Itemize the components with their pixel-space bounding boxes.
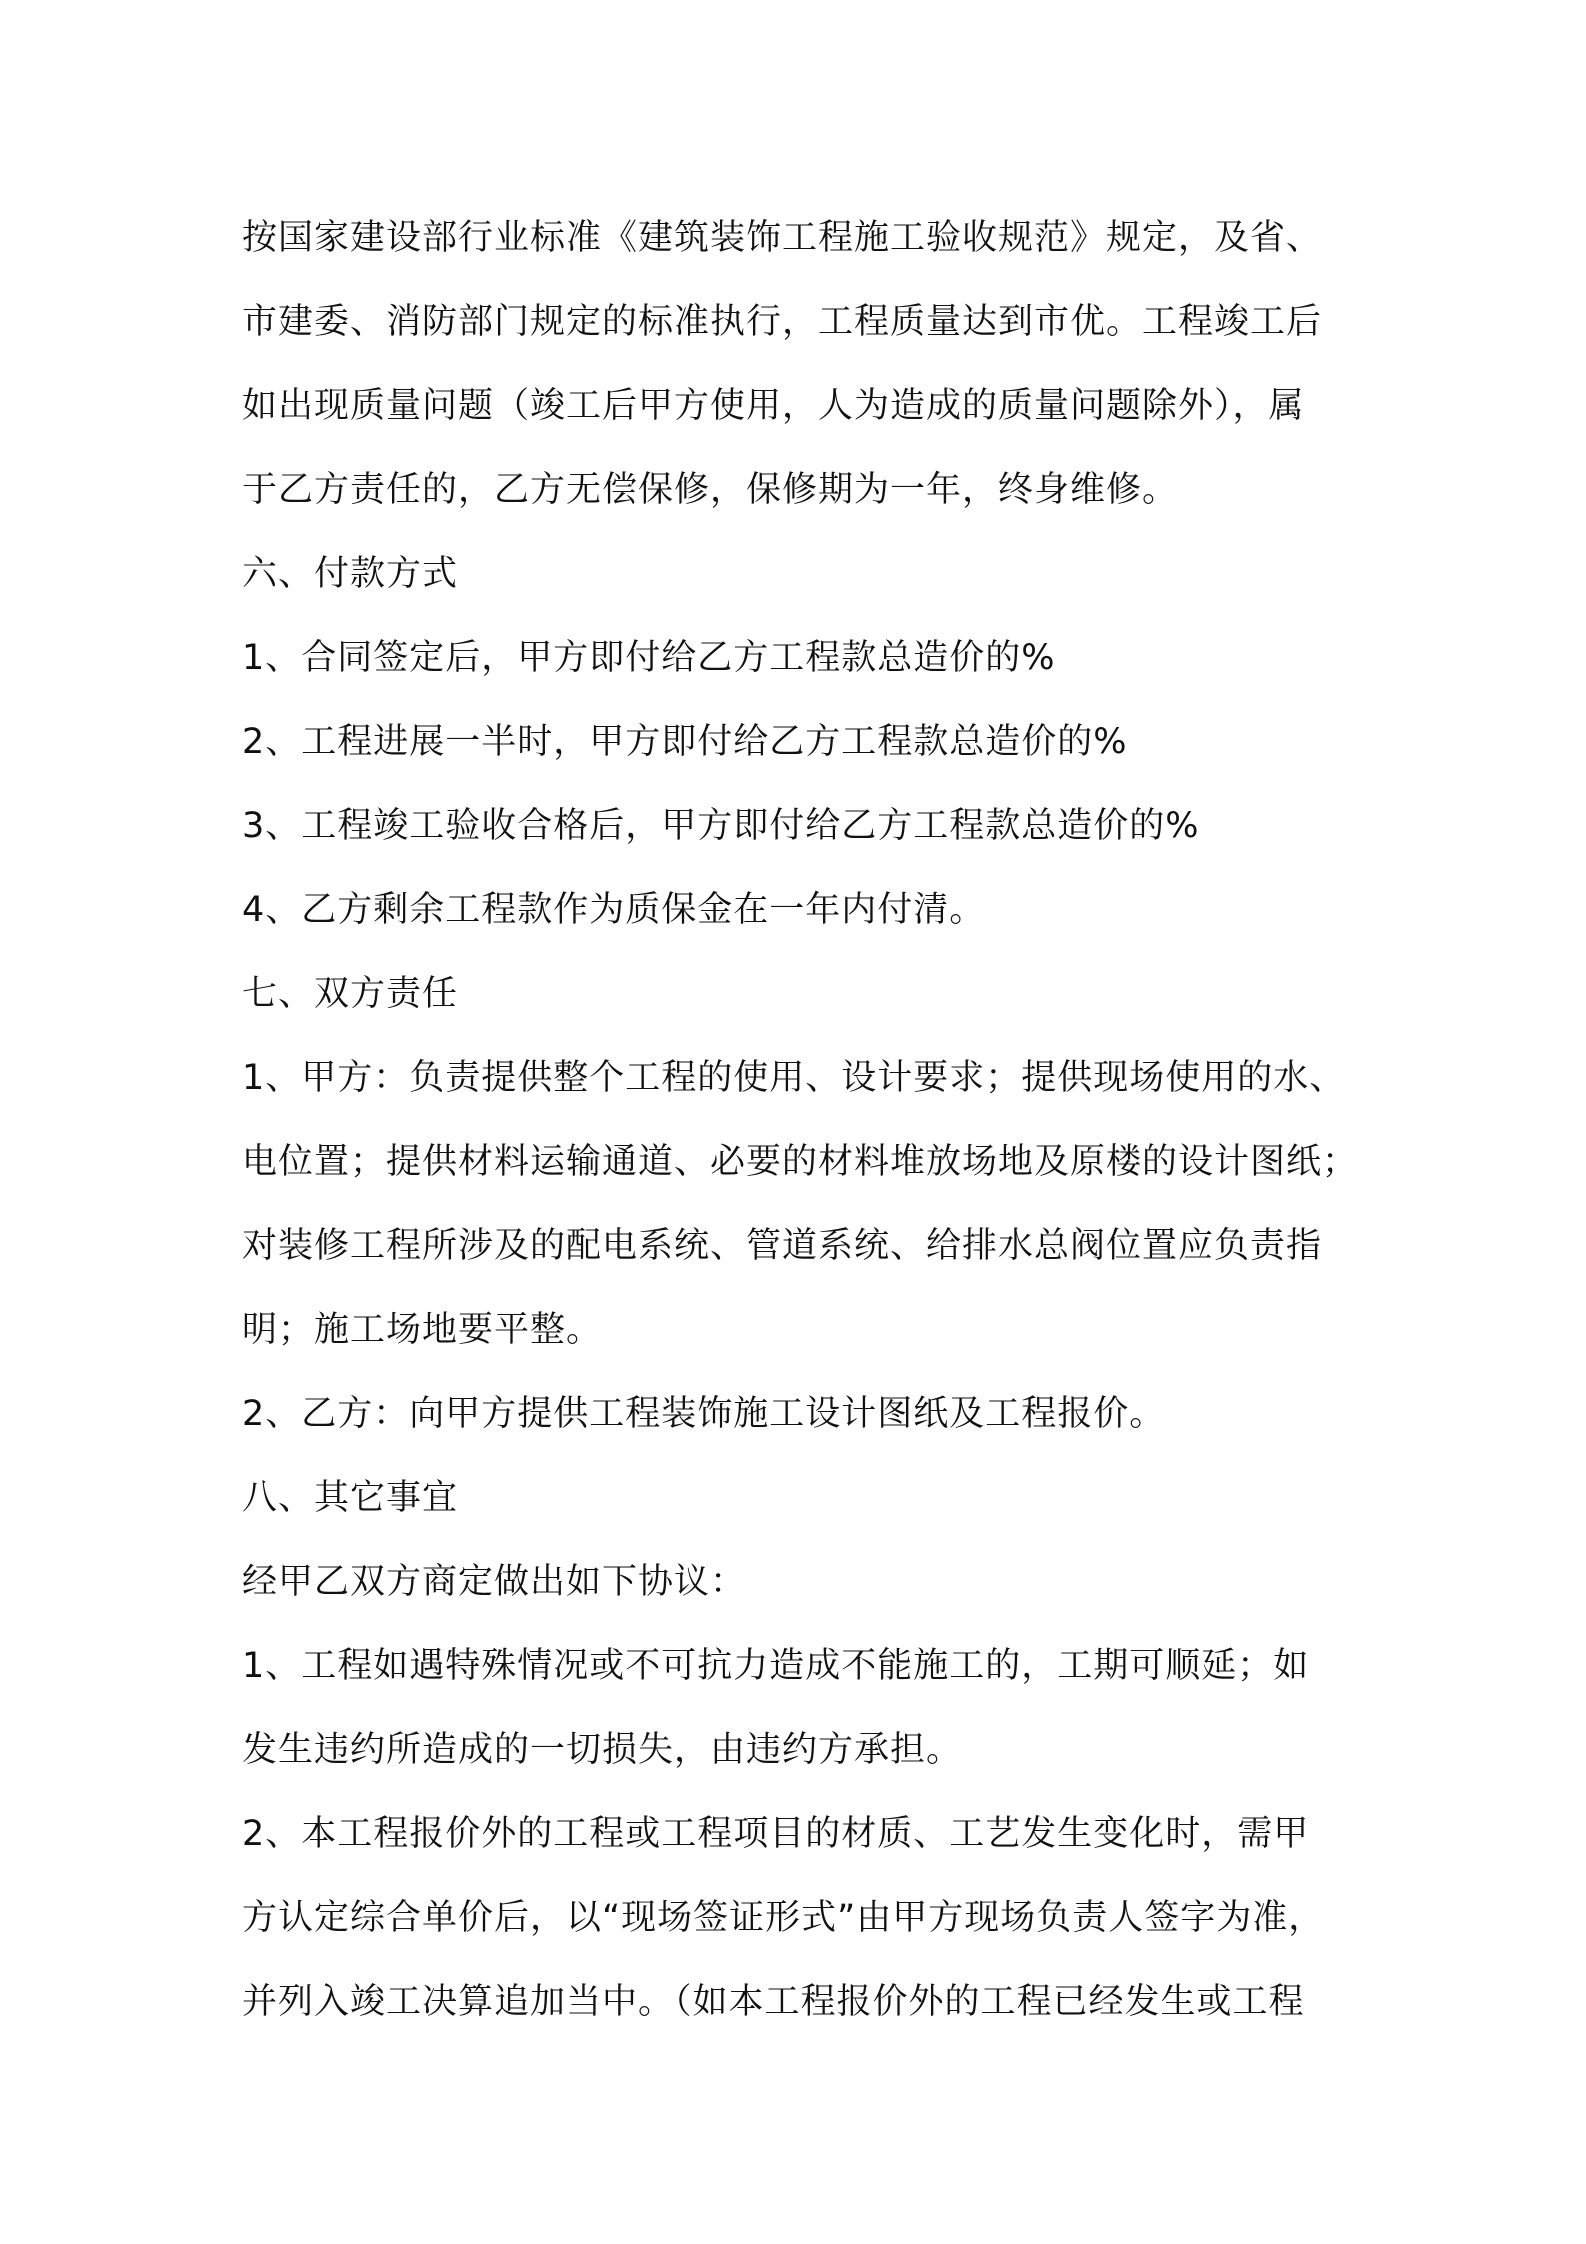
section-heading-payment: 六、付款方式	[242, 554, 459, 594]
list-item: 1、工程如遇特殊情况或不可抗力造成不能施工的，工期可顺延；如	[242, 1646, 1310, 1686]
text-line: 明；施工场地要平整。	[242, 1310, 603, 1350]
text-line: 对装修工程所涉及的配电系统、管道系统、给排水总阀位置应负责指	[242, 1226, 1323, 1266]
text-line: 如出现质量问题（竣工后甲方使用，人为造成的质量问题除外），属	[242, 386, 1305, 426]
text-line: 方认定综合单价后，以“现场签证形式”由甲方现场负责人签字为准，	[242, 1898, 1325, 1938]
text-line: 并列入竣工决算追加当中。（如本工程报价外的工程已经发生或工程	[242, 1982, 1305, 2022]
list-item: 2、工程进展一半时，甲方即付给乙方工程款总造价的%	[242, 722, 1128, 762]
list-item: 1、合同签定后，甲方即付给乙方工程款总造价的%	[242, 638, 1056, 678]
text-line: 按国家建设部行业标准《建筑装饰工程施工验收规范》规定，及省、	[242, 218, 1323, 258]
text-line: 发生违约所造成的一切损失，由违约方承担。	[242, 1730, 963, 1770]
list-item: 1、甲方：负责提供整个工程的使用、设计要求；提供现场使用的水、	[242, 1058, 1346, 1098]
text-line: 电位置；提供材料运输通道、必要的材料堆放场地及原楼的设计图纸；	[242, 1142, 1359, 1182]
list-item: 3、工程竣工验收合格后，甲方即付给乙方工程款总造价的%	[242, 806, 1200, 846]
text-line: 市建委、消防部门规定的标准执行，工程质量达到市优。工程竣工后	[242, 302, 1323, 342]
list-item: 2、乙方：向甲方提供工程装饰施工设计图纸及工程报价。	[242, 1394, 1166, 1434]
list-item: 2、本工程报价外的工程或工程项目的材质、工艺发生变化时，需甲	[242, 1814, 1310, 1854]
document-body	[242, 196, 1362, 2044]
section-heading-other-matters: 八、其它事宜	[242, 1478, 459, 1518]
list-item: 4、乙方剩余工程款作为质保金在一年内付清。	[242, 890, 986, 930]
text-line: 于乙方责任的，乙方无偿保修，保修期为一年，终身维修。	[242, 470, 1179, 510]
section-heading-responsibilities: 七、双方责任	[242, 974, 459, 1014]
text-line: 经甲乙双方商定做出如下协议：	[242, 1562, 747, 1602]
